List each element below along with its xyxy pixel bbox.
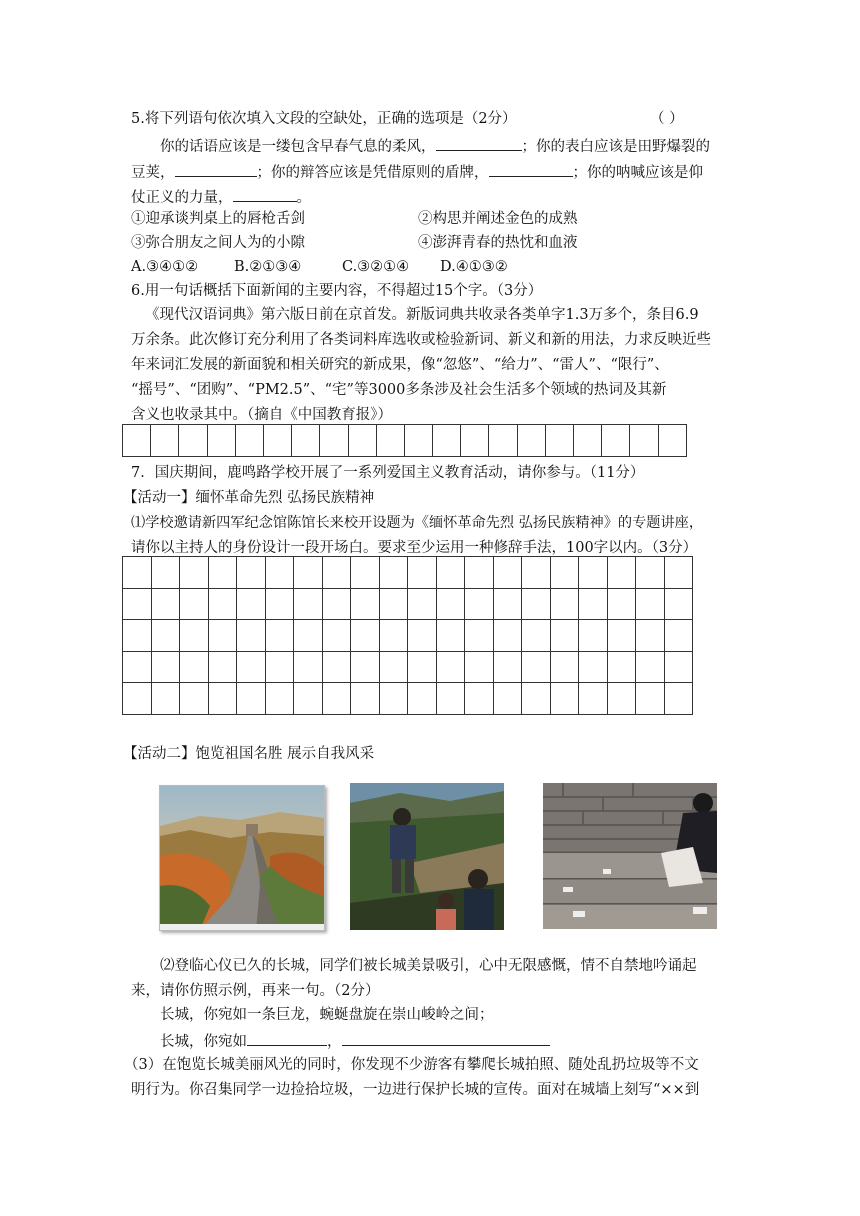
grid-cell[interactable]	[180, 588, 209, 620]
grid-cell[interactable]	[351, 683, 380, 715]
grid-cell[interactable]	[493, 588, 522, 620]
grid-cell[interactable]	[322, 620, 351, 652]
grid-cell[interactable]	[436, 683, 465, 715]
grid-cell[interactable]	[379, 651, 408, 683]
grid-cell[interactable]	[630, 425, 658, 457]
grid-cell[interactable]	[550, 683, 579, 715]
grid-cell[interactable]	[265, 651, 294, 683]
grid-cell[interactable]	[465, 588, 494, 620]
litter-on-wall-photo	[543, 783, 717, 929]
answer-prefix: 长城，你宛如	[160, 1034, 247, 1050]
grid-cell[interactable]	[208, 683, 237, 715]
q7-stem: 7．国庆期间，鹿鸣路学校开展了一系列爱国主义教育活动，请你参与。（11分）	[131, 465, 645, 481]
answer-blank-1[interactable]	[247, 1031, 327, 1046]
grid-cell[interactable]	[550, 557, 579, 589]
q5-passage-line-1	[160, 136, 710, 156]
grid-cell[interactable]	[579, 683, 608, 715]
grid-cell[interactable]	[379, 683, 408, 715]
grid-cell[interactable]	[207, 425, 235, 457]
grid-cell[interactable]	[433, 425, 461, 457]
grid-cell[interactable]	[489, 425, 517, 457]
grid-cell[interactable]	[237, 683, 266, 715]
choice-c[interactable]: C.③②①④	[342, 259, 410, 275]
grid-cell[interactable]	[294, 651, 323, 683]
answer-comma: ，	[327, 1034, 342, 1050]
grid-cell[interactable]	[151, 557, 180, 589]
grid-cell[interactable]	[574, 425, 602, 457]
grid-cell[interactable]	[664, 651, 693, 683]
grid-cell[interactable]	[607, 557, 636, 589]
grid-row	[123, 588, 693, 620]
grid-cell[interactable]	[636, 588, 665, 620]
grid-cell[interactable]	[658, 425, 686, 457]
grid-row	[123, 683, 693, 715]
q6-news-line-3: 年来词汇发展的新面貌和相关研究的新成果，像“忽悠”、“给力”、“雷人”、“限行”、	[131, 357, 669, 373]
grid-row	[123, 620, 693, 652]
example-sentence: 长城，你宛如一条巨龙，蜿蜒盘旋在崇山峻岭之间；	[160, 1007, 494, 1023]
grid-cell[interactable]	[265, 620, 294, 652]
grid-cell[interactable]	[602, 425, 630, 457]
grid-cell[interactable]	[237, 651, 266, 683]
grid-cell[interactable]	[607, 651, 636, 683]
grid-cell[interactable]	[376, 425, 404, 457]
passage-text: ；你的表白应该是田野爆裂的	[521, 139, 710, 155]
great-wall-scenery-photo	[159, 785, 325, 931]
grid-cell[interactable]	[180, 651, 209, 683]
grid-cell[interactable]	[263, 425, 291, 457]
grid-cell[interactable]	[351, 557, 380, 589]
grid-cell[interactable]	[351, 651, 380, 683]
grid-cell[interactable]	[235, 425, 263, 457]
grid-cell[interactable]	[379, 588, 408, 620]
grid-row	[123, 425, 687, 457]
grid-row	[123, 557, 693, 589]
fill-blank-1[interactable]	[436, 136, 522, 151]
grid-cell[interactable]	[151, 588, 180, 620]
grid-cell[interactable]	[636, 651, 665, 683]
grid-cell[interactable]	[579, 588, 608, 620]
grid-cell[interactable]	[322, 557, 351, 589]
grid-cell[interactable]	[579, 651, 608, 683]
grid-cell[interactable]	[151, 651, 180, 683]
activity-1-title: 【活动一】缅怀革命先烈 弘扬民族精神	[123, 490, 375, 506]
grid-cell[interactable]	[123, 557, 152, 589]
grid-cell[interactable]	[265, 588, 294, 620]
grid-cell[interactable]	[607, 588, 636, 620]
grid-cell[interactable]	[123, 425, 151, 457]
grid-cell[interactable]	[320, 425, 348, 457]
grid-cell[interactable]	[180, 683, 209, 715]
option-3: ③弥合朋友之间人为的小隙	[131, 235, 305, 251]
climbing-tourists-photo	[350, 783, 504, 930]
imitation-answer-line	[160, 1031, 550, 1051]
q5-passage-line-3	[131, 187, 311, 207]
choice-b[interactable]: B.②①③④	[234, 259, 302, 275]
grid-cell[interactable]	[292, 425, 320, 457]
grid-cell[interactable]	[179, 425, 207, 457]
grid-cell[interactable]	[408, 557, 437, 589]
grid-cell[interactable]	[545, 425, 573, 457]
grid-cell[interactable]	[493, 557, 522, 589]
grid-cell[interactable]	[522, 620, 551, 652]
grid-cell[interactable]	[322, 588, 351, 620]
grid-cell[interactable]	[379, 620, 408, 652]
grid-cell[interactable]	[550, 588, 579, 620]
choice-a[interactable]: A.③④①②	[131, 259, 199, 275]
grid-cell[interactable]	[408, 620, 437, 652]
grid-cell[interactable]	[436, 557, 465, 589]
q5-stem: 5.将下列语句依次填入文段的空缺处，正确的选项是（2分）	[131, 111, 517, 127]
q7-sub1-line-2: 请你以主持人的身份设计一段开场白。要求至少运用一种修辞手法，100字以内。（3分）	[131, 540, 698, 556]
grid-cell[interactable]	[522, 588, 551, 620]
grid-cell[interactable]	[265, 683, 294, 715]
answer-blank-2[interactable]	[342, 1031, 550, 1046]
grid-cell[interactable]	[664, 620, 693, 652]
grid-cell[interactable]	[522, 651, 551, 683]
grid-cell[interactable]	[465, 620, 494, 652]
passage-text: ；你的呐喊应该是仰	[572, 165, 703, 181]
grid-cell[interactable]	[237, 620, 266, 652]
grid-cell[interactable]	[517, 425, 545, 457]
grid-cell[interactable]	[322, 651, 351, 683]
grid-cell[interactable]	[607, 683, 636, 715]
q5-passage-line-2	[131, 162, 703, 182]
grid-cell[interactable]	[664, 588, 693, 620]
passage-text: 仗正义的力量，	[131, 190, 233, 206]
grid-cell[interactable]	[294, 683, 323, 715]
grid-cell[interactable]	[237, 557, 266, 589]
q7-sub2-line-1: ⑵登临心仪已久的长城，同学们被长城美景吸引，心中无限感慨，情不自禁地吟诵起	[160, 958, 697, 974]
grid-cell[interactable]	[351, 620, 380, 652]
grid-cell[interactable]	[208, 651, 237, 683]
grid-cell[interactable]	[123, 683, 152, 715]
q7-sub2-line-2: 来，请你仿照示例，再来一句。（2分）	[131, 983, 380, 999]
passage-text: 你的话语应该是一缕包含早春气息的柔风，	[160, 139, 436, 155]
grid-cell[interactable]	[351, 588, 380, 620]
fill-blank-4[interactable]	[233, 187, 297, 202]
grid-cell[interactable]	[664, 683, 693, 715]
grid-cell[interactable]	[461, 425, 489, 457]
grid-cell[interactable]	[348, 425, 376, 457]
grid-cell[interactable]	[408, 651, 437, 683]
grid-cell[interactable]	[522, 683, 551, 715]
grid-cell[interactable]	[123, 620, 152, 652]
grid-cell[interactable]	[436, 651, 465, 683]
grid-cell[interactable]	[493, 620, 522, 652]
grid-cell[interactable]	[465, 557, 494, 589]
grid-cell[interactable]	[294, 620, 323, 652]
q6-news-line-4: “摇号”、“团购”、“PM2.5”、“宅”等3000多条涉及社会生活多个领域的热词及其新	[131, 382, 667, 398]
grid-cell[interactable]	[404, 425, 432, 457]
grid-cell[interactable]	[636, 620, 665, 652]
option-2: ②构思并阐述金色的成熟	[418, 211, 578, 227]
grid-cell[interactable]	[465, 683, 494, 715]
grid-row	[123, 651, 693, 683]
option-4: ④澎湃青春的热忱和血液	[418, 235, 578, 251]
grid-cell[interactable]	[294, 557, 323, 589]
grid-cell[interactable]	[151, 620, 180, 652]
answer-grid-q7[interactable]	[122, 556, 693, 715]
grid-cell[interactable]	[322, 683, 351, 715]
q7-sub1-line-1: ⑴学校邀请新四军纪念馆陈馆长来校开设题为《缅怀革命先烈 弘扬民族精神》的专题讲座，	[131, 515, 704, 531]
grid-cell[interactable]	[265, 557, 294, 589]
grid-cell[interactable]	[294, 588, 323, 620]
grid-cell[interactable]	[180, 620, 209, 652]
grid-cell[interactable]	[550, 651, 579, 683]
q6-news-line-1: 《现代汉语词典》第六版日前在京首发。新版词典共收录各类单字1.3万多个，条目6.9	[145, 307, 699, 323]
grid-cell[interactable]	[436, 588, 465, 620]
grid-cell[interactable]	[379, 557, 408, 589]
grid-cell[interactable]	[493, 651, 522, 683]
grid-cell[interactable]	[408, 683, 437, 715]
option-1: ①迎承谈判桌上的唇枪舌剑	[131, 211, 305, 227]
grid-cell[interactable]	[436, 620, 465, 652]
grid-cell[interactable]	[607, 620, 636, 652]
answer-grid-q6[interactable]	[122, 424, 687, 457]
fill-blank-3[interactable]	[489, 162, 573, 177]
grid-cell[interactable]	[208, 620, 237, 652]
grid-cell[interactable]	[636, 683, 665, 715]
passage-text: 。	[296, 190, 311, 206]
grid-cell[interactable]	[579, 557, 608, 589]
grid-cell[interactable]	[123, 651, 152, 683]
grid-cell[interactable]	[522, 557, 551, 589]
grid-cell[interactable]	[579, 620, 608, 652]
activity-2-title: 【活动二】饱览祖国名胜 展示自我风采	[123, 746, 375, 762]
grid-cell[interactable]	[151, 425, 179, 457]
q7-sub3-line-2: 明行为。你召集同学一边捡拾垃圾，一边进行保护长城的宣传。面对在城墙上刻写“××到	[131, 1082, 700, 1098]
choice-d[interactable]: D.④①③②	[440, 259, 508, 275]
grid-cell[interactable]	[180, 557, 209, 589]
q6-news-line-5: 含义也收录其中。（摘自《中国教育报》）	[131, 407, 392, 423]
grid-cell[interactable]	[123, 588, 152, 620]
q7-sub3-line-1: （3）在饱览长城美丽风光的同时，你发现不少游客有攀爬长城拍照、随处乱扔垃圾等不文	[124, 1057, 699, 1073]
grid-cell[interactable]	[237, 588, 266, 620]
grid-cell[interactable]	[208, 557, 237, 589]
q6-stem: 6.用一句话概括下面新闻的主要内容，不得超过15个字。（3分）	[131, 283, 543, 299]
grid-cell[interactable]	[151, 683, 180, 715]
grid-cell[interactable]	[636, 557, 665, 589]
passage-text: 豆荚，	[131, 165, 175, 181]
grid-cell[interactable]	[664, 557, 693, 589]
grid-cell[interactable]	[408, 588, 437, 620]
grid-cell[interactable]	[493, 683, 522, 715]
grid-cell[interactable]	[465, 651, 494, 683]
q6-news-line-2: 万余条。此次修订充分利用了各类词料库选收或检验新词、新义和新的用法，力求反映近些	[131, 332, 711, 348]
passage-text: ；你的辩答应该是凭借原则的盾牌，	[256, 165, 489, 181]
answer-paren: （ ）	[650, 111, 684, 127]
fill-blank-2[interactable]	[175, 162, 257, 177]
grid-cell[interactable]	[550, 620, 579, 652]
grid-cell[interactable]	[208, 588, 237, 620]
